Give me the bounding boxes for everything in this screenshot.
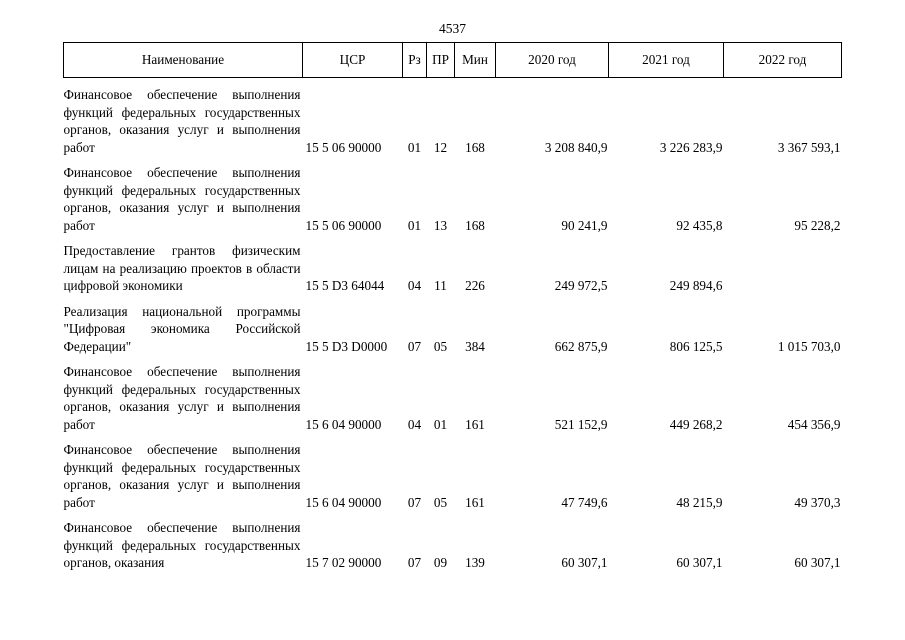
- row-2020: 249 972,5: [554, 278, 608, 293]
- row-min: 139: [465, 555, 485, 570]
- row-min: 168: [465, 139, 485, 155]
- row-2020: 90 241,9: [561, 217, 608, 233]
- row-2022: 60 307,1: [794, 555, 841, 570]
- table-header-row: [64, 43, 842, 78]
- row-2021: 806 125,5: [669, 338, 723, 354]
- row-spacer: [64, 433, 842, 441]
- row-name: Финансовое обеспечение выполнения функций федеральных государственных органов, оказания: [63, 520, 301, 570]
- row-name: Реализация национальной программы "Цифровая экономика Российской Федерации": [63, 303, 301, 354]
- table-row: [64, 242, 842, 295]
- row-pr: 13: [433, 217, 448, 233]
- header-pr: ПР: [427, 43, 455, 78]
- row-name: Финансовое обеспечение выполнения функций федеральных государственных органов, оказания услуг и выполнения работ: [63, 87, 301, 155]
- row-rz: 07: [407, 494, 422, 510]
- row-csr: 15 5 D3 D0000: [305, 338, 388, 354]
- row-rz: 07: [407, 338, 422, 354]
- row-spacer-cell: [64, 295, 842, 303]
- row-pr: 01: [433, 416, 448, 432]
- page-number: 4537: [439, 21, 466, 36]
- row-rz: 01: [407, 217, 422, 233]
- table-row: [64, 303, 842, 356]
- row-spacer-cell: [64, 78, 842, 87]
- row-pr: 12: [433, 139, 448, 155]
- row-2022: 95 228,2: [794, 217, 841, 233]
- row-2020: 521 152,9: [554, 416, 608, 432]
- row-csr: 15 5 06 90000: [305, 139, 382, 155]
- table-row: [64, 86, 842, 156]
- row-2021: 249 894,6: [669, 278, 723, 293]
- row-pr: 11: [434, 278, 447, 293]
- row-csr: 15 5 06 90000: [305, 217, 382, 233]
- table-row: [64, 519, 842, 572]
- row-rz: 07: [407, 555, 422, 570]
- row-spacer-cell: [64, 355, 842, 363]
- row-spacer: [64, 78, 842, 87]
- table-row: [64, 164, 842, 234]
- row-2021: 48 215,9: [676, 494, 723, 510]
- table-row: [64, 363, 842, 433]
- row-spacer: [64, 234, 842, 242]
- row-min: 168: [465, 217, 485, 233]
- table-body: [64, 78, 842, 572]
- row-spacer: [64, 156, 842, 164]
- row-name: Финансовое обеспечение выполнения функций федеральных государственных органов, оказания услуг и выполнения работ: [63, 364, 301, 432]
- row-min: 384: [465, 338, 485, 354]
- row-2020: 47 749,6: [561, 494, 608, 510]
- row-csr: 15 6 04 90000: [305, 494, 382, 510]
- row-2022: 454 356,9: [787, 416, 841, 432]
- row-2022: 1 015 703,0: [777, 338, 841, 354]
- row-min: 161: [465, 494, 485, 510]
- row-spacer: [64, 511, 842, 519]
- row-2022: 49 370,3: [794, 494, 841, 510]
- row-rz: 04: [407, 416, 422, 432]
- table-row: [64, 441, 842, 511]
- header-csr: ЦСР: [303, 43, 403, 78]
- row-csr: 15 6 04 90000: [305, 416, 382, 432]
- row-rz: 01: [407, 139, 422, 155]
- row-pr: 09: [433, 555, 448, 570]
- row-rz: 04: [407, 278, 422, 293]
- row-spacer-cell: [64, 156, 842, 164]
- row-2021: 92 435,8: [676, 217, 723, 233]
- row-min: 161: [465, 416, 485, 432]
- row-2022: [724, 242, 842, 295]
- row-csr: 15 5 D3 64044: [305, 278, 385, 293]
- row-2020: 662 875,9: [554, 338, 608, 354]
- budget-table: [63, 42, 842, 572]
- row-2021: 449 268,2: [669, 416, 723, 432]
- header-min: Мин: [455, 43, 496, 78]
- row-min: 226: [465, 278, 485, 293]
- row-spacer: [64, 295, 842, 303]
- row-spacer-cell: [64, 433, 842, 441]
- row-2021: 60 307,1: [676, 555, 723, 570]
- row-2022: 3 367 593,1: [777, 139, 841, 155]
- header-2022: 2022 год: [724, 43, 842, 78]
- row-2021: 3 226 283,9: [659, 139, 723, 155]
- row-name: Финансовое обеспечение выполнения функций федеральных государственных органов, оказания услуг и выполнения работ: [63, 442, 301, 510]
- row-2020: 3 208 840,9: [544, 139, 608, 155]
- row-pr: 05: [433, 494, 448, 510]
- row-name: Финансовое обеспечение выполнения функций федеральных государственных органов, оказания услуг и выполнения работ: [63, 165, 301, 233]
- row-spacer-cell: [64, 234, 842, 242]
- row-name: Предоставление грантов физическим лицам на реализацию проектов в области цифровой экономики: [63, 243, 301, 293]
- row-pr: 05: [433, 338, 448, 354]
- row-2020: 60 307,1: [561, 555, 608, 570]
- row-spacer-cell: [64, 511, 842, 519]
- row-spacer: [64, 355, 842, 363]
- header-2020: 2020 год: [496, 43, 609, 78]
- row-csr: 15 7 02 90000: [305, 555, 382, 570]
- header-name: Наименование: [64, 43, 303, 78]
- header-rz: Рз: [403, 43, 427, 78]
- header-2021: 2021 год: [609, 43, 724, 78]
